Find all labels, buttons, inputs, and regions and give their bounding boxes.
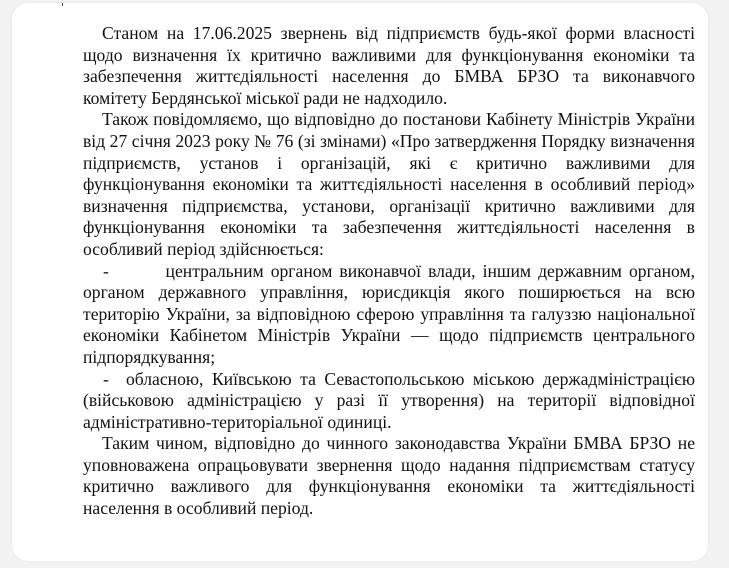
document-page [12, 3, 708, 561]
document-text [83, 23, 700, 520]
paragraph-regional-administration: - обласною, Київською та Севастопольською міською держадміністрацією (військовою адміністрацією у разі її утворення) на території відповідної адміністративно-територіальної одиниці. [83, 368, 700, 432]
page-corner-mark [62, 3, 63, 6]
paragraph-regulation: Також повідомляємо, що відповідно до постанови Кабінету Міністрів України від 27 січня 2023 року № 76 (зі змінами) «Про затвердження Порядку визначення підприємств, установ і організацій, які є критично важливими для функціонування економіки та життєдіяльності населення в особливий період» визначення підприємства, установи, організації критично важливими для функціонування економіки та забезпечення життєдіяльності населення в особливий період здійснюється: [83, 109, 695, 259]
paragraph-status: Станом на 17.06.2025 звернень від підприємств будь-якої форми власності щодо визначення їх критично важливими для функціонування економіки та забезпечення життєдіяльності населення до БМВА БРЗО та виконавчого комітету Бердянської міської ради не надходило. [83, 23, 695, 108]
paragraph-central-authority: - центральним органом виконавчої влади, іншим державним органом, органом державного управління, юрисдикція якого поширюється на всю територію України, за відповідною сферою управління та галуззю національної економіки Кабінетом Міністрів України — щодо підприємств центрального підпорядкування; [83, 260, 700, 367]
paragraph-conclusion: Таким чином, відповідно до чинного законодавства України БМВА БРЗО не уповноважена опрацьовувати звернення щодо надання підприємствам статусу критично важливого для функціонування економіки та життєдіяльності населення в особливий період. [83, 433, 695, 519]
